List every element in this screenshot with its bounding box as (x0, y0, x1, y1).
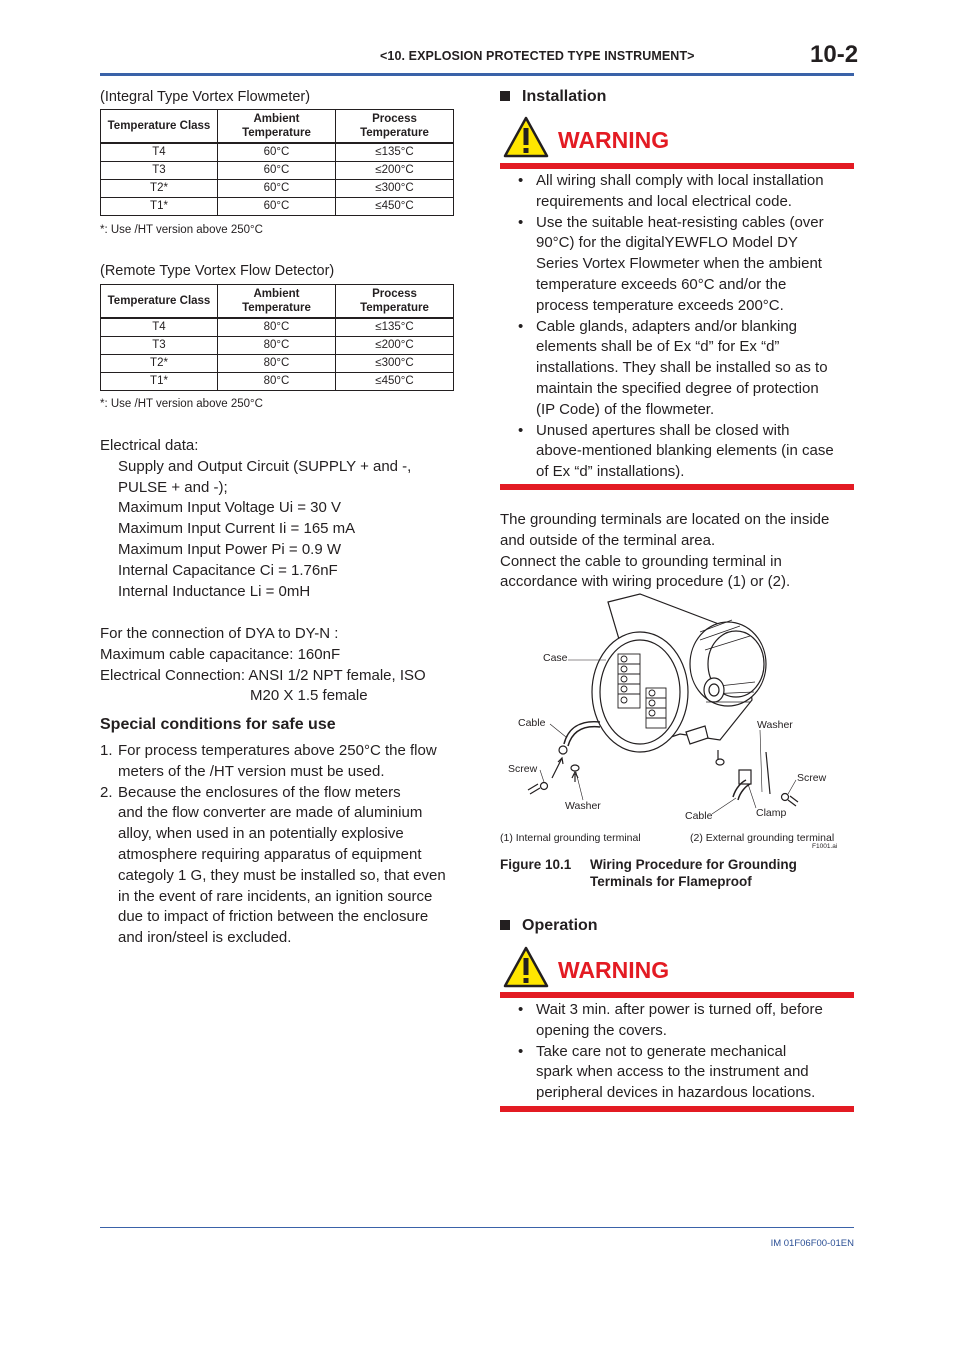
connection-line: For the connection of DYA to DY-N : (100, 625, 339, 642)
figure-label-clamp: Clamp (756, 807, 787, 819)
special-conditions-heading: Special conditions for safe use (100, 716, 336, 733)
figure-label-cable: Cable (518, 717, 546, 729)
figure-label-case: Case (543, 652, 568, 664)
list-item: 2. Because the enclosures of the flow meters and the flow converter are made of aluminium alloy, when used in an potentially explosive atmosphere requiring apparatus of equipment categoly 1 G, they must be installed so, that even in the event of rare incidents, an ignition source due to impact of friction between the enclosure and iron/steel is excluded. (100, 783, 446, 947)
table-row: T1* 60°C ≤450°C (101, 198, 454, 216)
table-row: T4 60°C ≤135°C (101, 143, 454, 162)
electrical-line: Internal Capacitance Ci = 1.76nF (118, 561, 338, 579)
electrical-data (100, 436, 411, 602)
figure-file-id: F1001.ai (812, 843, 838, 850)
table-row: T1* 80°C ≤450°C (101, 373, 454, 391)
operation-heading: Operation (500, 917, 598, 935)
figure-label-cable: Cable (685, 810, 713, 822)
figure-caption-text: Wiring Procedure for Grounding Terminals for Flameproof (590, 857, 797, 889)
list-item: • All wiring shall comply with local installation requirements and local electrical code. (518, 172, 824, 210)
connection-line: Maximum cable capacitance: 160nF (100, 645, 341, 663)
warning-label: WARNING (558, 127, 670, 153)
list-item: 1. For process temperatures above 250°C the flow meters of the /HT version must be used. (100, 742, 437, 780)
temperature-table-remote (100, 284, 454, 391)
table2-caption: (Remote Type Vortex Flow Detector) (100, 263, 335, 279)
electrical-line: Maximum Input Power Pi = 0.9 W (118, 540, 341, 558)
warning-bottom-bar (500, 484, 854, 490)
figure-label-screw: Screw (508, 763, 538, 775)
table-row: T2* 80°C ≤300°C (101, 355, 454, 373)
installation-heading: Installation (500, 88, 606, 106)
table1-header-ambient: Ambient Temperature (218, 110, 336, 144)
figure-label-washer: Washer (757, 719, 793, 731)
table-row: T3 60°C ≤200°C (101, 162, 454, 180)
electrical-line: PULSE + and -); (118, 478, 228, 496)
installation-warning-list (518, 171, 851, 483)
electrical-line: Maximum Input Voltage Ui = 30 V (118, 499, 342, 517)
warning-bottom-bar (500, 1106, 854, 1112)
page-number: 10-2 (810, 41, 859, 68)
warning-top-bar (500, 992, 854, 998)
figure-label-internal: (1) Internal grounding terminal (500, 832, 641, 844)
electrical-line: Maximum Input Current Ii = 165 mA (118, 520, 356, 538)
figure-label-screw: Screw (797, 772, 827, 784)
header-title: <10. EXPLOSION PROTECTED TYPE INSTRUMENT> (380, 49, 695, 63)
grounding-figure (500, 592, 854, 854)
connection-block (100, 624, 460, 707)
connection-line: Electrical Connection: ANSI 1/2 NPT female, ISO (100, 666, 426, 684)
table2-header-ambient: Ambient Temperature (218, 285, 336, 319)
list-item: • Unused apertures shall be closed with above-mentioned blanking elements (in case of Ex “d” installations). (518, 421, 834, 481)
warning-triangle-icon (503, 946, 549, 988)
connection-line: M20 X 1.5 female (250, 687, 368, 705)
header-rule (100, 73, 854, 76)
figure-caption-number: Figure 10.1 (500, 857, 572, 872)
list-item: • Cable glands, adapters and/or blanking elements shall be of Ex “d” for Ex “d” installations. They shall be installed so as to maintain the specified degree of protection (IP Code) of the flowmeter. (518, 317, 828, 418)
figure-label-washer: Washer (565, 800, 601, 812)
operation-warning-list (518, 1000, 851, 1104)
table1-header-process: Process Temperature (336, 110, 454, 144)
table2-header-process: Process Temperature (336, 285, 454, 319)
table2-header-class: Temperature Class (101, 285, 218, 319)
table1-caption: (Integral Type Vortex Flowmeter) (100, 89, 311, 105)
footer-rule (100, 1227, 854, 1228)
warning-label: WARNING (558, 957, 670, 983)
square-bullet-icon (500, 920, 510, 930)
warning-top-bar (500, 163, 854, 169)
electrical-heading: Electrical data: (100, 437, 199, 454)
table1-note: *: Use /HT version above 250°C (100, 224, 263, 236)
table-row: T3 80°C ≤200°C (101, 337, 454, 355)
special-conditions-list (100, 741, 463, 949)
list-item: • Wait 3 min. after power is turned off, before opening the covers. (518, 1001, 823, 1039)
list-item: • Take care not to generate mechanical spark when access to the instrument and peripheral devices in hazardous locations. (518, 1042, 816, 1102)
electrical-line: Supply and Output Circuit (SUPPLY + and -, (118, 457, 412, 475)
list-item: • Use the suitable heat-resisting cables (over 90°C) for the digitalYEWFLO Model DY Series Vortex Flowmeter when the ambient temperature exceeds 60°C and/or the process temperature exceeds 200°C. (518, 213, 824, 314)
table2-note: *: Use /HT version above 250°C (100, 398, 263, 410)
electrical-line: Internal Inductance Li = 0mH (118, 582, 311, 600)
figure-label-external: (2) External grounding terminal (690, 832, 835, 844)
table-row: T4 80°C ≤135°C (101, 318, 454, 337)
warning-triangle-icon (503, 116, 549, 158)
table-row: T2* 60°C ≤300°C (101, 180, 454, 198)
document-code: IM 01F06F00-01EN (770, 1238, 854, 1249)
table1-header-class: Temperature Class (101, 110, 218, 144)
square-bullet-icon (500, 91, 510, 101)
grounding-paragraph: The grounding terminals are located on the inside and outside of the terminal area. Connect the cable to grounding terminal in accordance with wiring procedure (1) or (2). (500, 511, 830, 591)
temperature-table-integral (100, 109, 454, 216)
